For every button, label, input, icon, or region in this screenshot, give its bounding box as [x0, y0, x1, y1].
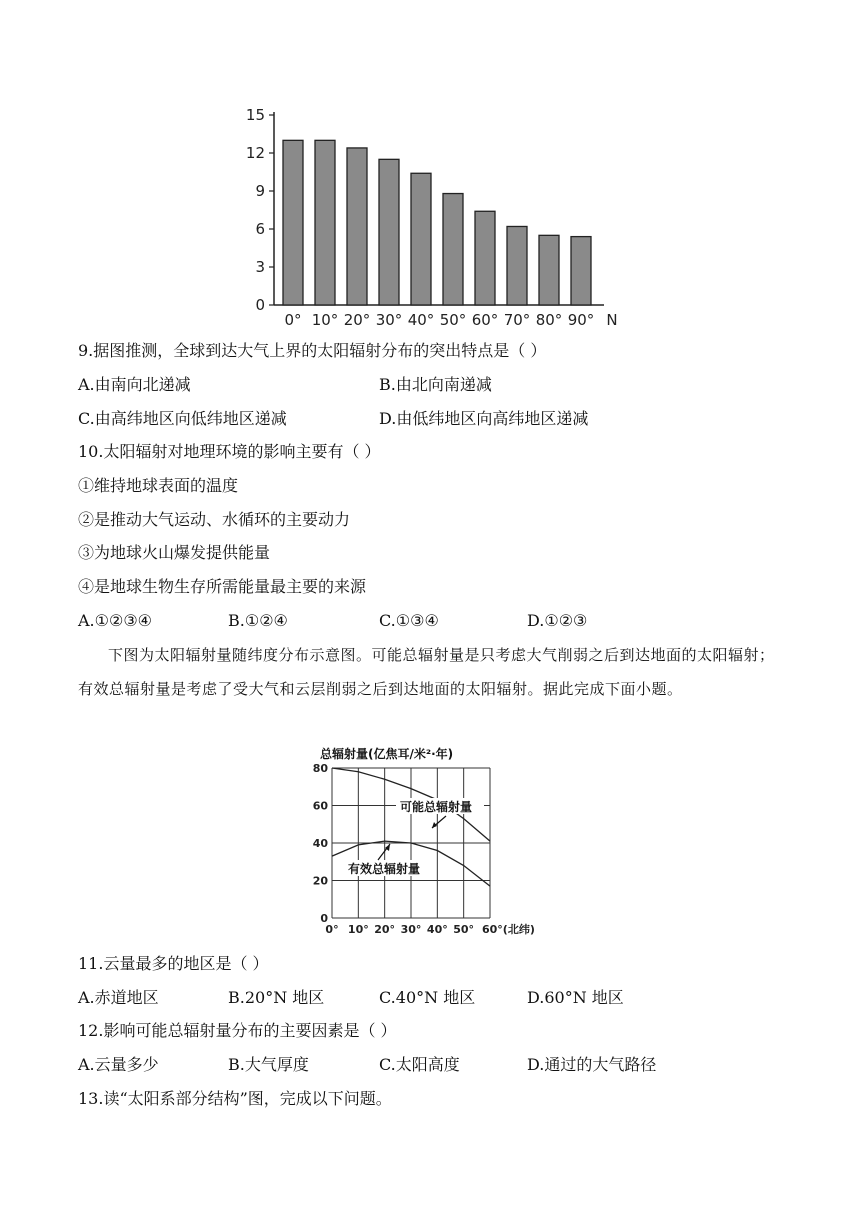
q12-stem: 12.影响可能总辐射量分布的主要因素是（ ）: [78, 1021, 397, 1040]
chart1-y-tick-label: 0: [255, 296, 265, 314]
chart2-x-tick-label: 30°: [400, 923, 422, 936]
q10-option-b[interactable]: B.①②④: [228, 611, 288, 630]
chart2-x-tick-label: 50°: [453, 923, 475, 936]
chart1-bar: [283, 140, 303, 305]
chart2-x-tick-label: 10°: [347, 923, 369, 936]
q11-option-d[interactable]: D.60°N 地区: [527, 988, 624, 1007]
chart2-x-tick-label: 60°(北纬): [482, 923, 535, 936]
chart2-y-tick-label: 80: [312, 762, 328, 775]
q10-stem: 10.太阳辐射对地理环境的影响主要有（ ）: [78, 442, 381, 461]
chart1-bars: [283, 140, 591, 305]
chart1-x-tick-label: 40°: [407, 311, 435, 329]
chart2-title: 总辐射量(亿焦耳/米²·年): [320, 747, 454, 761]
q12-option-c[interactable]: C.太阳高度: [379, 1055, 460, 1074]
chart1-y-tick-label: 6: [255, 220, 265, 238]
chart2-y-tick-label: 40: [312, 837, 328, 850]
chart1-x-tick-label: 50°: [439, 311, 467, 329]
chart2-arrowhead-possible: [432, 822, 437, 828]
chart2-series-label-effective: 有效总辐射量: [348, 862, 421, 876]
chart1-bar: [379, 159, 399, 305]
q9-option-b[interactable]: B.由北向南递减: [379, 375, 492, 394]
q9-stem: 9.据图推测，全球到达大气上界的太阳辐射分布的突出特点是（ ）: [78, 341, 547, 360]
q11-stem: 11.云量最多的地区是（ ）: [78, 954, 269, 973]
radiation-line-chart: [300, 740, 560, 940]
chart1-y-tick-label: 3: [255, 258, 265, 276]
q11-option-a[interactable]: A.赤道地区: [78, 988, 159, 1007]
chart1-bar: [443, 194, 463, 305]
chart1-bar: [539, 235, 559, 305]
q10-item-4: ④是地球生物生存所需能量最主要的来源: [78, 577, 367, 596]
chart1-x-tick-label: 90°: [567, 311, 595, 329]
q10-item-1: ①维持地球表面的温度: [78, 476, 239, 495]
chart2-y-tick-label: 60: [312, 799, 328, 813]
chart1-bar: [411, 173, 431, 305]
chart1-x-tick-label: 80°: [535, 311, 563, 329]
chart1-x-unit-label: N: [606, 311, 618, 329]
chart2-series-label-possible: 可能总辐射量: [400, 800, 473, 814]
q9-option-c[interactable]: C.由高纬地区向低纬地区递减: [78, 409, 287, 428]
chart1-y-tick-label: 12: [245, 144, 265, 162]
chart2-y-tick-label: 0: [320, 912, 328, 925]
q10-option-d[interactable]: D.①②③: [527, 611, 588, 630]
chart1-x-tick-label: 20°: [343, 311, 371, 329]
chart2-labels: [313, 762, 535, 936]
q10-option-c[interactable]: C.①③④: [379, 611, 439, 630]
chart1-bar: [347, 148, 367, 305]
q11-option-b[interactable]: B.20°N 地区: [228, 988, 325, 1007]
chart1-bar: [571, 237, 591, 305]
latitude-radiation-bar-chart: [236, 100, 636, 335]
q9-option-a[interactable]: A.由南向北递减: [78, 375, 191, 394]
chart2-x-tick-label: 20°: [374, 923, 396, 936]
q10-item-3: ③为地球火山爆发提供能量: [78, 543, 271, 562]
chart2-x-tick-label: 40°: [426, 923, 448, 936]
q9-option-d[interactable]: D.由低纬地区向高纬地区递减: [379, 409, 589, 428]
chart2-x-tick-label: 0°: [325, 923, 339, 936]
chart1-x-tick-label: 30°: [375, 311, 403, 329]
q10-item-2: ②是推动大气运动、水循环的主要动力: [78, 510, 351, 529]
chart1-bar: [475, 211, 495, 305]
q12-option-b[interactable]: B.大气厚度: [228, 1055, 309, 1074]
chart1-y-tick-label: 9: [255, 182, 265, 200]
chart1-y-tick-label: 15: [245, 106, 265, 124]
q12-option-a[interactable]: A.云量多少: [78, 1055, 159, 1074]
q10-option-a[interactable]: A.①②③④: [78, 611, 153, 630]
chart1-bar: [315, 140, 335, 305]
q12-option-d[interactable]: D.通过的大气路径: [527, 1055, 657, 1074]
intro-paragraph: 下图为太阳辐射量随纬度分布示意图。可能总辐射量是只考虑大气削弱之后到达地面的太阳辐射；有效总辐射量是考虑了受大气和云层削弱之后到达地面的太阳辐射。据此完成下面小题。: [78, 646, 775, 698]
chart1-bar: [507, 226, 527, 305]
chart1-x-tick-label: 10°: [311, 311, 339, 329]
chart1-x-tick-label: 60°: [471, 311, 499, 329]
chart1-x-tick-label: 70°: [503, 311, 531, 329]
chart1-x-tick-label: 0°: [284, 311, 302, 329]
q11-option-c[interactable]: C.40°N 地区: [379, 988, 476, 1007]
chart2-y-tick-label: 20: [312, 874, 328, 888]
q13-stem: 13.读“太阳系部分结构”图，完成以下问题。: [78, 1089, 392, 1108]
